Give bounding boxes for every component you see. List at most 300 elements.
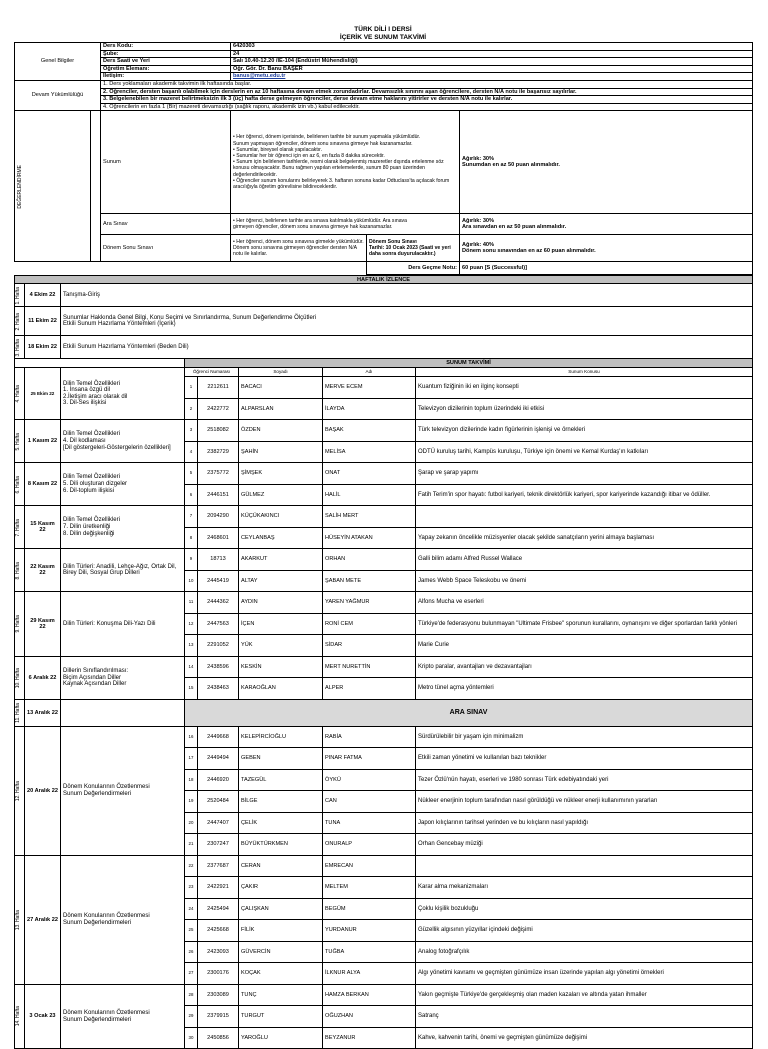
eval-sunum-label: Sunum (101, 111, 231, 214)
presentation-topic: Marie Curie (416, 635, 753, 657)
week-number-cell (15, 368, 25, 420)
student-name: RABİA (323, 726, 416, 748)
student-surname: ALPARSLAN (239, 398, 323, 420)
week-date: 6 Aralık 22 (25, 656, 61, 699)
student-name: BAŞAK (323, 420, 416, 442)
student-name: MELİSA (323, 441, 416, 463)
eval-weight: Ağırlık: 40% (462, 241, 495, 248)
attendance-row (15, 88, 753, 96)
presentation-topic: Etkili zaman yönetimi ve kullanılan bazı teknikler (416, 748, 753, 770)
general-label: Öğretim Elemanı: (101, 65, 231, 73)
student-number: 2445419 (198, 570, 239, 592)
week-number-cell (15, 463, 25, 506)
week-content-line: Dilin Temel Özellikleri (63, 431, 120, 438)
eval-weight: Ağırlık: 30% (462, 155, 495, 162)
week-content (61, 726, 185, 855)
student-surname: YAROĞLU (239, 1027, 323, 1049)
student-surname: TUNÇ (239, 984, 323, 1006)
presentation-topic: Galli bilim adamı Alfred Russel Wallace (416, 549, 753, 571)
student-surname: ÇAKIR (239, 877, 323, 899)
presentation-row (15, 549, 753, 571)
student-surname: YÜK (239, 635, 323, 657)
general-label: Ders Kodu: (101, 43, 231, 51)
student-surname: AYDIN (239, 592, 323, 614)
student-surname: TAZEGÜL (239, 769, 323, 791)
week-content-line: 4. Dil kodlaması (63, 438, 106, 445)
presentation-topic: Orhan Gencebay müziği (416, 834, 753, 856)
student-name: PINAR FATMA (323, 748, 416, 770)
student-name: HAMZA BERKAN (323, 984, 416, 1006)
presentation-topic: Algı yönetimi kavramı ve geçmişten günümüze insan üzerinde yapılan algı yönetimi örnekleri (416, 963, 753, 985)
eval-final-line: • Her öğrenci, dönem sonu sınavına girmekle yükümlüdür. Dönem sonu sınavına girmeyen öğrenciler dersten N/A notu ile kalırlar. (233, 239, 364, 258)
student-name: ORHAN (323, 549, 416, 571)
eval-ara-label: Ara Sınav (101, 214, 231, 235)
presentation-topic: Yakın geçmişte Türkiye'de gerçekleşmiş olan maden kazaları ve altında yatan ihmaller (416, 984, 753, 1006)
eval-weight-note: Sunumdan en az 50 puan alınmalıdır. (462, 162, 560, 169)
presentation-index: 2 (185, 398, 198, 420)
student-name: ONURALP (323, 834, 416, 856)
week-row (15, 336, 753, 359)
presentation-topic: Nükleer enerjinin toplum tarafından nasıl görüldüğü ve nükleer enerji kullanımının yararları (416, 791, 753, 813)
week-number: 2. Hafta (15, 312, 21, 331)
info-table (14, 42, 753, 275)
week-number: 9. Hafta (15, 615, 21, 633)
presentation-index: 11 (185, 592, 198, 614)
week-content-line: 1. İnsana özgü dil (63, 387, 111, 394)
presentation-index: 1 (185, 377, 198, 399)
sunum-title-row (15, 359, 753, 368)
week-date: 3 Ocak 23 (25, 984, 61, 1049)
week-date: 29 Kasım 22 (25, 592, 61, 657)
week-number-cell (15, 549, 25, 592)
presentation-topic: Türkiye'de federasyonu bulunmayan "Ultimate Frisbee" sporunun kurallarını, oynanışını ve diğer sporlardan farklı yönleri (416, 613, 753, 635)
eval-final-date (367, 235, 460, 262)
student-number: 2375772 (198, 463, 239, 485)
eval-vertical-label: DEĞERLENDİRME (17, 164, 23, 209)
week-content (61, 506, 185, 549)
student-number: 2438463 (198, 678, 239, 700)
eval-ara-row (15, 214, 753, 235)
presentation-index: 20 (185, 812, 198, 834)
student-number: 2449494 (198, 748, 239, 770)
general-row (15, 50, 753, 58)
presentation-index: 25 (185, 920, 198, 942)
presentation-topic: Analog fotoğrafçılık (416, 941, 753, 963)
week-content (61, 592, 185, 657)
attendance-item: 3. Belgelenebilen bir mazeret belirtmeksizin ilk 3 (üç) hafta derse gelmeyen öğrenciler, derse devam etme haklarını yitirirler ve dersten N/A notu ile kalırlar. (101, 96, 753, 104)
presentation-topic: Alfons Mucha ve eserleri (416, 592, 753, 614)
presentation-index: 12 (185, 613, 198, 635)
student-number: 2423093 (198, 941, 239, 963)
presentation-index: 26 (185, 941, 198, 963)
student-name: HÜSEYİN ATAKAN (323, 527, 416, 549)
presentation-topic (416, 506, 753, 528)
week-number-cell (15, 420, 25, 463)
attendance-item: 1. Ders yoklamaları akademik takvimin ilk haftasında başlar. (101, 80, 753, 88)
presentation-topic: Sürdürülebilir bir yaşam için minimalizm (416, 726, 753, 748)
eval-ara-weight (460, 214, 753, 235)
presentation-row (15, 592, 753, 614)
presentation-topic: Karar alma mekanizmaları (416, 877, 753, 899)
presentation-row (15, 506, 753, 528)
week-number: 1. Hafta (15, 286, 21, 305)
presentation-topic: Türk televizyon dizilerinde kadın figürlerinin işlenişi ve örnekleri (416, 420, 753, 442)
student-number: 2446920 (198, 769, 239, 791)
presentation-topic: Kripto paralar, avantajları ve dezavantajları (416, 656, 753, 678)
week-date: 8 Kasım 22 (25, 463, 61, 506)
week-content (61, 656, 185, 699)
attendance-row (15, 103, 753, 111)
week-content-line: Dönem Konularının Özetlenmesi (63, 784, 150, 791)
general-row (15, 58, 753, 66)
student-number: 2303089 (198, 984, 239, 1006)
student-number: 2438596 (198, 656, 239, 678)
weekly-table (14, 275, 753, 1049)
week-content-line: Dilin Temel Özellikleri (63, 517, 120, 524)
week-content-line: Dilin Türleri: Anadili, Lehçe-Ağız, Ortak Dil, (63, 563, 177, 570)
presentation-topic: ODTÜ kuruluş tarihi, Kampüs kuruluşu, Türkiye için önemi ve Kemal Kurdaş'ın katkıları (416, 441, 753, 463)
presentation-index: 7 (185, 506, 198, 528)
sunum-header-row (15, 368, 753, 377)
eval-final-date-line: Dönem Sonu Sınavı (369, 239, 417, 246)
student-name: MELTEM (323, 877, 416, 899)
presentation-row (15, 726, 753, 748)
col-no-header: Öğrenci Numarası (185, 368, 239, 377)
presentation-index: 18 (185, 769, 198, 791)
presentation-topic: Japon kılıçlarının tarihsel yerinden ve bu kılıçların nasıl yapıldığı (416, 812, 753, 834)
eval-sunum-line: • Sunum için belirlenen tarihlerde, resmi olarak belgelenmiş mazeretler dışında ertelenme söz konusu olmayacaktır. Bunu rağmen yapılan ertelemelerde, sunum 80 puan üzerinden değerlendirilecektir. (233, 159, 444, 178)
student-surname: KÜÇÜKAKINCI (239, 506, 323, 528)
presentation-index: 28 (185, 984, 198, 1006)
presentation-row (15, 855, 753, 877)
week-content (61, 855, 185, 984)
student-number: 2212611 (198, 377, 239, 399)
presentation-index: 8 (185, 527, 198, 549)
student-name: OĞUZHAN (323, 1006, 416, 1028)
presentation-topic: Metro tünel açma yöntemleri (416, 678, 753, 700)
student-surname: GÜLMEZ (239, 484, 323, 506)
week-number: 7. Hafta (15, 518, 21, 537)
student-surname: BİLGE (239, 791, 323, 813)
eval-spacer (91, 111, 101, 262)
presentation-row (15, 463, 753, 485)
eval-ara-line: girmeyen öğrenciler, dönem sonu sınavına girmeye hak kazanamazlar. (233, 224, 393, 231)
student-name: RONİ CEM (323, 613, 416, 635)
col-surname-header: Soyadı (239, 368, 323, 377)
week-number: 12. Hafta (15, 780, 21, 801)
week-content-line: Dönem Konularının Özetlenmesi (63, 1010, 150, 1016)
student-number: 2447407 (198, 812, 239, 834)
student-surname: ŞİMŞEK (239, 463, 323, 485)
week-content (61, 336, 753, 359)
student-name: İLAYDA (323, 398, 416, 420)
student-name: EMRECAN (323, 855, 416, 877)
week-date: 18 Ekim 22 (25, 336, 61, 359)
week-content (61, 284, 753, 307)
presentation-index: 24 (185, 898, 198, 920)
student-number: 2422772 (198, 398, 239, 420)
week-content-line: Sunum Değerlendirmeleri (63, 790, 132, 797)
student-surname: TURGUT (239, 1006, 323, 1028)
week-date: 20 Aralık 22 (25, 726, 61, 855)
week-content-line: Dilin Türleri: Konuşma Dili-Yazı Dili (63, 620, 156, 627)
student-number: 2291052 (198, 635, 239, 657)
week-content-line: 3. Dil-Ses ilişkisi (63, 400, 107, 407)
week-row (15, 284, 753, 307)
week-content-line: 6. Dil-toplum ilişkisi (63, 487, 115, 494)
general-value: Salı 10.40-12.20 /IE-104 (Endüstri Mühendisliği) (231, 58, 753, 66)
week-content (61, 463, 185, 506)
student-name: İLKNUR ALYA (323, 963, 416, 985)
student-name: SİDAR (323, 635, 416, 657)
presentation-index: 23 (185, 877, 198, 899)
presentation-index: 29 (185, 1006, 198, 1028)
presentation-index: 17 (185, 748, 198, 770)
student-surname: KARAOĞLAN (239, 678, 323, 700)
week-date: 25 Ekim 22 (25, 368, 61, 420)
student-name: HALİL (323, 484, 416, 506)
presentation-topic: Fatih Terim'in spor hayatı: futbol kariyeri, teknik direktörlük kariyeri, spor kariyerinde kazandığı itibar ve ödüller. (416, 484, 753, 506)
week-content-line: Dönem Konularının Özetlenmesi (63, 913, 150, 920)
student-surname: BÜYÜKTÜRKMEN (239, 834, 323, 856)
eval-final-label: Dönem Sonu Sınavı (101, 235, 231, 262)
student-number: 2425494 (198, 898, 239, 920)
presentation-topic: Yapay zekanın öncelikle müzisyenler olacak şekilde sanatçıların yerini almaya başlaması (416, 527, 753, 549)
eval-sunum-line: • Öğrenciler sunum konularını belirleyerek 3. haftanın sonuna kadar Odtuclass'ta açılacak forum aracılığıyla öğretim görevlisine bildireceklerdir. (233, 177, 450, 191)
week-date: 4 Ekim 22 (25, 284, 61, 307)
eval-ara-text (231, 214, 460, 235)
student-surname: CEYLANBAŞ (239, 527, 323, 549)
week-content-line: Dilin Temel Özellikleri (63, 474, 120, 481)
student-name: ŞABAN METE (323, 570, 416, 592)
week-content-line: 8. Dilin değişkenliği (63, 530, 115, 537)
week-row (15, 307, 753, 336)
week-number-cell (15, 307, 25, 336)
week-content-line: Dillerin Sınıflandırılması: (63, 667, 129, 674)
presentation-topic: Çoklu kişilik bozukluğu (416, 898, 753, 920)
student-number: 2307247 (198, 834, 239, 856)
presentation-row (15, 984, 753, 1006)
general-label: İletişim: (101, 73, 231, 81)
pass-value: 60 puan [S (Successful)] (460, 262, 753, 275)
general-label: Şube: (101, 50, 231, 58)
week-date: 1 Kasım 22 (25, 420, 61, 463)
student-number: 2446151 (198, 484, 239, 506)
week-number-cell (15, 656, 25, 699)
presentation-index: 10 (185, 570, 198, 592)
presentation-topic: Satranç (416, 1006, 753, 1028)
presentation-topic: Kahve, kahvenin tarihi, önemi ve geçmişten günümüze değişimi (416, 1027, 753, 1049)
presentation-row (15, 656, 753, 678)
general-section-label: Genel Bilgiler (15, 43, 101, 81)
general-value: Öğr. Gör. Dr. Banu BAŞER (231, 65, 753, 73)
week-number-cell (15, 592, 25, 657)
week-content-line: 7. Dilin üretkenliği (63, 524, 111, 531)
student-surname: BACACI (239, 377, 323, 399)
eval-sunum-line: • Her öğrenci, dönem içerisinde, belirlenen tarihte bir sunum yapmakla yükümlüdür. (233, 134, 421, 141)
student-surname: KELEPİRCİOĞLU (239, 726, 323, 748)
student-number: 2379915 (198, 1006, 239, 1028)
student-surname: GEBEN (239, 748, 323, 770)
week-number: 3. Hafta (15, 338, 21, 357)
presentation-index: 4 (185, 441, 198, 463)
presentation-index: 9 (185, 549, 198, 571)
eval-final-date-line: Tarihi: 10 Ocak 2023 (Saati ve yeri daha sonra duyurulacaktır.) (369, 245, 451, 258)
week-content-line: Sunum Değerlendirmeleri (63, 1016, 132, 1023)
eval-sunum-line: Sunum yapmayan öğrenciler, dönem sonu sınavına girmeye hak kazanamazlar. (233, 140, 413, 147)
presentation-topic: Kuantum fiziğinin iki en ilginç konsepti (416, 377, 753, 399)
student-name: ONAT (323, 463, 416, 485)
presentation-topic: James Webb Space Teleskobu ve önemi (416, 570, 753, 592)
week-number: 4. Hafta (15, 385, 21, 403)
student-number: 2422921 (198, 877, 239, 899)
week-number: 10. Hafta (15, 667, 21, 688)
presentation-index: 30 (185, 1027, 198, 1049)
eval-final-weight (460, 235, 753, 262)
syllabus-sheet (14, 26, 752, 1049)
general-label: Ders Saati ve Yeri (101, 58, 231, 66)
presentation-index: 27 (185, 963, 198, 985)
week-content-line: Kaynak Açısından Diller (63, 681, 127, 688)
weekly-title: HAFTALIK İZLENCE (15, 276, 753, 284)
week-number-cell (15, 726, 25, 855)
pass-label: Ders Geçme Notu: (367, 262, 460, 275)
eval-sunum-row (15, 111, 753, 214)
student-number: 18713 (198, 549, 239, 571)
attendance-row (15, 80, 753, 88)
week-number-cell (15, 506, 25, 549)
week-content-line: Sunumlar Hakkında Genel Bilgi, Konu Seçimi ve Sınırlandırma, Sunum Değerlendirme Ölçütleri (63, 314, 317, 321)
presentation-index: 21 (185, 834, 198, 856)
student-surname: ÇELİK (239, 812, 323, 834)
student-name: MERT NURETTİN (323, 656, 416, 678)
student-number: 2300176 (198, 963, 239, 985)
col-topic-header: Sunum Konusu (416, 368, 753, 377)
presentation-index: 22 (185, 855, 198, 877)
student-name: BEGÜM (323, 898, 416, 920)
week-date: 15 Kasım 22 (25, 506, 61, 549)
general-value: 24 (231, 50, 753, 58)
general-row (15, 65, 753, 73)
week-content-line: Etkili Sunum Hazırlama Yöntemleri (İçerik) (63, 321, 176, 328)
student-name: ÖYKÜ (323, 769, 416, 791)
presentation-index: 3 (185, 420, 198, 442)
attendance-label: Devam Yükümlülüğü (15, 80, 101, 110)
week-content-line: Biçim Açısından Diller (63, 674, 122, 681)
exam-week-row (15, 699, 753, 726)
week-content (61, 307, 753, 336)
sunum-title-blank (15, 359, 185, 368)
week-date: 13 Aralık 22 (25, 699, 61, 726)
student-surname: AKARKUT (239, 549, 323, 571)
presentation-topic: Televizyon dizilerinin toplum üzerindeki iki etkisi (416, 398, 753, 420)
presentation-index: 14 (185, 656, 198, 678)
week-number-cell (15, 336, 25, 359)
student-surname: İÇEN (239, 613, 323, 635)
week-number: 13. Hafta (15, 909, 21, 930)
eval-weight-note: Ara sınavdan en az 50 puan alınmalıdır. (462, 224, 567, 231)
student-surname: KOÇAK (239, 963, 323, 985)
week-date: 11 Ekim 22 (25, 307, 61, 336)
presentation-index: 13 (185, 635, 198, 657)
student-number: 2447563 (198, 613, 239, 635)
week-content-line: 5. Dili oluşturan dizgeler (63, 481, 128, 488)
week-content (61, 984, 185, 1049)
exam-week-label: ARA SINAV (185, 699, 753, 726)
week-content (61, 549, 185, 592)
general-row (15, 43, 753, 51)
week-content-line: Tanışma-Giriş (63, 292, 101, 299)
eval-sunum-line: • Sunumlar her bir öğrenci için en az 6, en fazla 8 dakika sürecektir. (233, 153, 385, 160)
student-name: CAN (323, 791, 416, 813)
week-number-cell (15, 284, 25, 307)
student-surname: CERAN (239, 855, 323, 877)
pass-blank (15, 262, 367, 275)
col-name-header: Adı (323, 368, 416, 377)
student-number: 2444362 (198, 592, 239, 614)
student-name: YAREN YAĞMUR (323, 592, 416, 614)
presentation-topic (416, 855, 753, 877)
week-content-line: Birey Dili, Sosyal Grup Dilleri (63, 570, 140, 577)
eval-vertical-cell (15, 111, 91, 262)
student-number: 2094290 (198, 506, 239, 528)
presentation-topic: Güzellik algısının yüzyıllar içindeki değişimi (416, 920, 753, 942)
pass-row (15, 262, 753, 275)
week-number: 8. Hafta (15, 561, 21, 580)
presentation-index: 16 (185, 726, 198, 748)
student-name: TUĞBA (323, 941, 416, 963)
presentation-index: 19 (185, 791, 198, 813)
week-number-cell (15, 699, 25, 726)
week-date: 22 Kasım 22 (25, 549, 61, 592)
student-number: 2450856 (198, 1027, 239, 1049)
week-content-line: [Dil göstergeleri-Göstergelerin özellikleri] (63, 444, 171, 451)
weekly-title-row (15, 276, 753, 284)
week-number: 6. Hafta (15, 475, 21, 494)
attendance-item: 4. Öğrencilerin en fazla 1 (Bir) mazereti devamsızlığı (sağlık raporu, akademik izin vb.) kabul edilecektir. (101, 103, 753, 111)
week-date: 27 Aralık 22 (25, 855, 61, 984)
student-name: ALPER (323, 678, 416, 700)
presentation-topic: Tezer Özlü'nün hayatı, eserleri ve 1980 sonrası Türk edebiyatındaki yeri (416, 769, 753, 791)
student-name: MERVE ECEM (323, 377, 416, 399)
student-surname: ALTAY (239, 570, 323, 592)
week-content-line: Dilin Temel Özellikleri (63, 380, 120, 387)
student-name: BEYZANUR (323, 1027, 416, 1049)
student-surname: ÇALIŞKAN (239, 898, 323, 920)
student-surname: KESKİN (239, 656, 323, 678)
student-number: 2520484 (198, 791, 239, 813)
student-number: 2382729 (198, 441, 239, 463)
eval-sunum-text (231, 111, 460, 214)
eval-final-text (231, 235, 367, 262)
doc-title-line1: TÜRK DİLİ I DERSİ (354, 26, 412, 33)
general-value: 6420303 (231, 43, 753, 51)
general-value: banus@metu.edu.tr (231, 73, 753, 81)
week-number-cell (15, 855, 25, 984)
sunum-title: SUNUM TAKVİMİ (185, 359, 753, 368)
student-surname: ÖZDEN (239, 420, 323, 442)
eval-weight-note: Dönem sonu sınavından en az 60 puan alınmalıdır. (462, 248, 596, 255)
student-name: YURDANUR (323, 920, 416, 942)
student-surname: FİLİK (239, 920, 323, 942)
eval-ara-line: • Her öğrenci, belirlenen tarihte ara sınava katılmakla yükümlüdür. Ara sınava (233, 218, 407, 225)
student-number: 2518082 (198, 420, 239, 442)
attendance-row (15, 96, 753, 104)
week-number-cell (15, 984, 25, 1049)
week-content (61, 368, 185, 420)
week-content (61, 420, 185, 463)
presentation-index: 5 (185, 463, 198, 485)
